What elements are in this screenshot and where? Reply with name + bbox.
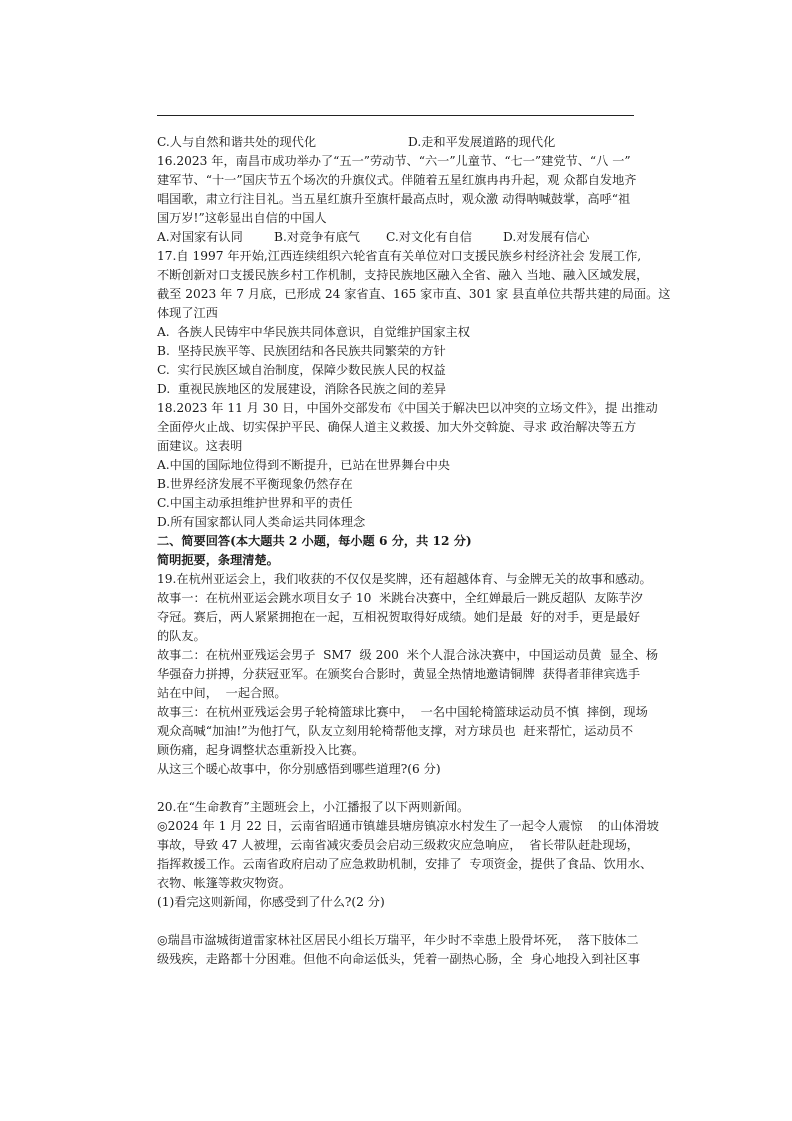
q19-line: 19.在杭州亚运会上，我们收获的不仅仅是奖牌，还有超越体育、与金牌无关的故事和感动。 xyxy=(157,572,652,586)
q19-line: 的队友。 xyxy=(157,629,206,643)
q19-line: 故事一：在杭州亚运会跳水项目女子 10 米跳台决赛中，全红婵最后一跳反超队 友陈芋汐 xyxy=(157,591,643,605)
q17-option-b: B. 坚持民族平等、民族团结和各民族共同繁荣的方针 xyxy=(157,344,446,358)
q17-option-c: C. 实行民族区域自治制度，保障少数民族人民的权益 xyxy=(157,363,446,377)
q19-line: 站在中间， 一起合照。 xyxy=(157,686,287,700)
q17-stem-line: 17.自 1997 年开始,江西连续组织六轮省直有关单位对口支援民族乡村经济社会 发展工作, xyxy=(157,249,642,263)
question-18 xyxy=(157,399,658,532)
exam-page-content xyxy=(157,133,671,969)
header-rule xyxy=(157,115,634,116)
q20-line: 20.在“生命教育”主题班会上，小江播报了以下两则新闻。 xyxy=(157,800,470,814)
q15-options-row xyxy=(157,133,639,152)
q17-stem-line: 截至 2023 年 7 月底，已形成 24 家省直、165 家市直、301 家 县直单位共帮共建的局面。这 xyxy=(157,287,671,301)
question-19 xyxy=(157,570,659,779)
q17-option-d: D. 重视民族地区的发展建设，消除各民族之间的差异 xyxy=(157,382,447,396)
q19-prompt: 从这三个暖心故事中，你分别感悟到哪些道理?(6 分) xyxy=(157,762,441,776)
q16-option-a: A.对国家有认同 xyxy=(157,230,243,244)
q19-line: 顾伤痛，起身调整状态重新投入比赛。 xyxy=(157,743,365,757)
q16-stem-line: 唱国歌，肃立行注目礼。当五星红旗升至旗杆最高点时，观众激 动得呐喊鼓掌，高呼“祖 xyxy=(157,192,631,206)
q15-option-c: C.人与自然和谐共处的现代化 xyxy=(157,135,317,149)
section-2-heading: 二、简要回答(本大题共 2 小题，每小题 6 分，共 12 分) xyxy=(157,534,472,548)
q16-stem-line: 16.2023 年，南昌市成功举办了“五一”劳动节、“六一”儿童节、“七一”建党节、“八 一” xyxy=(157,154,631,168)
spacer xyxy=(157,779,639,798)
q16-options-row xyxy=(157,228,639,247)
q16-option-c: C.对文化有自信 xyxy=(386,230,472,244)
q19-line: 华强奋力拼搏，分获冠亚军。在颁奖台合影时，黄显全热情地邀请铜牌 获得者菲律宾选手 xyxy=(157,667,641,681)
q18-option-c: C.中国主动承担维护世界和平的责任 xyxy=(157,496,353,510)
question-16 xyxy=(157,152,639,247)
q20-line: ◎2024 年 1 月 22 日，云南省昭通市镇雄县塘房镇凉水村发生了一起令人震惊 的山体滑坡 xyxy=(157,819,659,833)
q20-subquestion-1: (1)看完这则新闻，你感受到了什么?(2 分) xyxy=(157,895,385,909)
q20-line: 指挥救援工作。云南省政府启动了应急救助机制，安排了 专项资金，提供了食品、饮用水、 xyxy=(157,857,653,871)
q17-stem-line: 体现了江西 xyxy=(157,306,218,320)
q20-news2-line: 级残疾，走路都十分困难。但他不向命运低头，凭着一副热心肠，全 身心地投入到社区事 xyxy=(157,952,641,966)
q18-option-a: A.中国的国际地位得到不断提升，已站在世界舞台中央 xyxy=(157,458,450,472)
q18-option-d: D.所有国家都认同人类命运共同体理念 xyxy=(157,515,366,529)
section-2-subheading: 简明扼要，条理清楚。 xyxy=(157,553,279,567)
q19-line: 夺冠。赛后，两人紧紧拥抱在一起，互相祝贺取得好成绩。她们是最 好的对手，更是最好 xyxy=(157,610,641,624)
q15-option-d: D.走和平发展道路的现代化 xyxy=(408,135,556,149)
q20-line: 衣物、帐篷等救灾物资。 xyxy=(157,876,292,890)
q16-stem-line: 建军节、“十一”国庆节五个场次的升旗仪式。伴随着五星红旗冉冉升起，观 众都自发地齐 xyxy=(157,173,637,187)
q20-line: 事故，导致 47 人被埋，云南省减灾委员会启动三级救灾应急响应， 省长带队赶赴现场， xyxy=(157,838,639,852)
q18-stem-line: 全面停火止战、切实保护平民、确保人道主义救援、加大外交斡旋、寻求 政治解决等五方 xyxy=(157,420,637,434)
spacer xyxy=(157,912,639,931)
question-17 xyxy=(157,247,671,399)
q19-line: 故事二：在杭州亚残运会男子 SM7 级 200 米个人混合泳决赛中，中国运动员黄 显全、杨 xyxy=(157,648,659,662)
q16-stem-line: 国万岁!”这彰显出自信的中国人 xyxy=(157,211,327,225)
q20-news2-line: ◎瑞昌市湓城街道雷家林社区居民小组长万瑞平，年少时不幸患上股骨坏死， 落下肢体二 xyxy=(157,933,639,947)
question-20 xyxy=(157,798,659,969)
q18-stem-line: 18.2023 年 11 月 30 日，中国外交部发布《中国关于解决巴以冲突的立场文件》，提 出推动 xyxy=(157,401,658,415)
q16-option-d: D.对发展有信心 xyxy=(503,230,590,244)
q18-stem-line: 面建议。这表明 xyxy=(157,439,243,453)
q18-option-b: B.世界经济发展不平衡现象仍然存在 xyxy=(157,477,353,491)
q17-stem-line: 不断创新对口支援民族乡村工作机制，支持民族地区融入全省、融入 当地、融入区域发展， xyxy=(157,268,649,282)
q19-line: 观众高喊“加油!”为他打气，队友立刻用轮椅帮他支撑，对方球员也 赶来帮忙，运动员不 xyxy=(157,724,634,738)
q19-line: 故事三：在杭州亚残运会男子轮椅篮球比赛中， 一名中国轮椅篮球运动员不慎 摔倒，现场 xyxy=(157,705,648,719)
q17-option-a: A. 各族人民铸牢中华民族共同体意识，自觉维护国家主权 xyxy=(157,325,470,339)
q16-option-b: B.对竞争有底气 xyxy=(274,230,360,244)
